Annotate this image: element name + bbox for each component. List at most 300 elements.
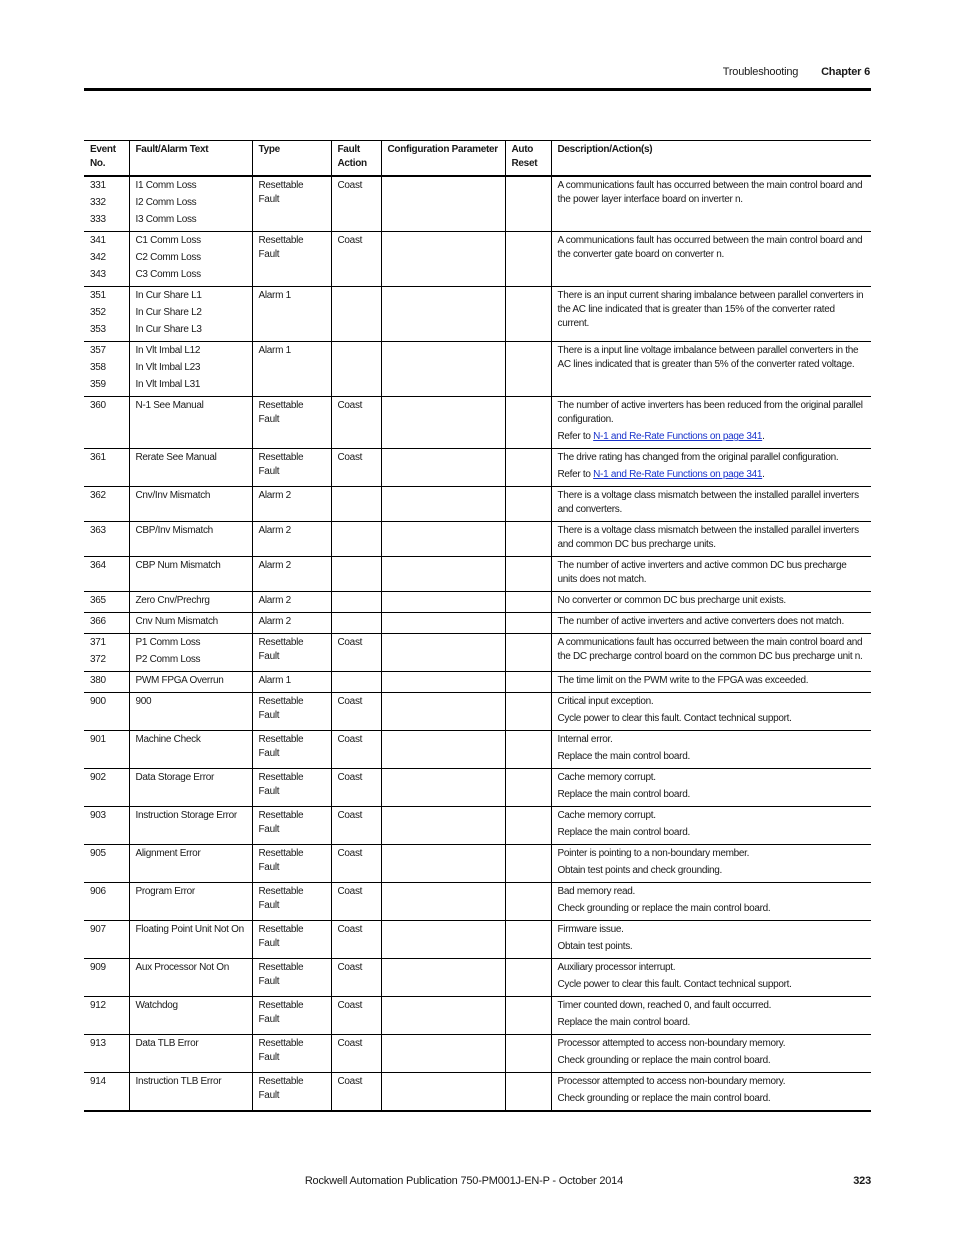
auto-reset-cell <box>505 522 551 557</box>
event-number: 351 <box>90 290 106 301</box>
fault-text: I3 Comm Loss <box>135 214 197 225</box>
description-cell <box>551 845 871 883</box>
description-cell <box>551 342 871 397</box>
table-row <box>84 634 871 672</box>
fault-text-cell <box>129 807 252 845</box>
description-line: Obtain test points and check grounding. <box>557 865 723 876</box>
event-number: 372 <box>90 654 106 665</box>
fault-text: Watchdog <box>135 1000 178 1011</box>
config-parameter-cell <box>381 613 505 634</box>
event-number: 912 <box>90 1000 106 1011</box>
event-number: 341 <box>90 235 106 246</box>
auto-reset-cell <box>505 769 551 807</box>
event-number: 906 <box>90 886 106 897</box>
event-number-cell <box>84 342 129 397</box>
event-number: 365 <box>90 595 106 606</box>
description-cell <box>551 634 871 672</box>
column-header-fault-action: Fault Action <box>331 141 381 177</box>
table-row <box>84 342 871 397</box>
description-line: Replace the main control board. <box>557 751 690 762</box>
event-number: 902 <box>90 772 106 783</box>
description-line: Bad memory read. <box>557 886 635 897</box>
event-number: 360 <box>90 400 106 411</box>
description-line: Timer counted down, reached 0, and fault occurred. <box>557 1000 772 1011</box>
description-cell <box>551 769 871 807</box>
config-parameter-cell <box>381 592 505 613</box>
fault-text: C1 Comm Loss <box>135 235 201 246</box>
table-row <box>84 807 871 845</box>
type-cell: Alarm 1 <box>252 287 331 342</box>
description-line: Critical input exception. <box>557 696 654 707</box>
type-cell: Resettable Fault <box>252 634 331 672</box>
description-line: There is a voltage class mismatch between the installed parallel inverters and converters. <box>557 490 859 515</box>
description-line: Replace the main control board. <box>557 789 690 800</box>
fault-action-cell <box>331 522 381 557</box>
fault-text-cell <box>129 883 252 921</box>
fault-text: PWM FPGA Overrun <box>135 675 224 686</box>
event-number: 913 <box>90 1038 106 1049</box>
fault-text-cell <box>129 693 252 731</box>
auto-reset-cell <box>505 557 551 592</box>
table-row <box>84 557 871 592</box>
publication-info: Rockwell Automation Publication 750-PM001J-EN-P - October 2014 <box>304 1175 623 1187</box>
description-line: Cache memory corrupt. <box>557 772 656 783</box>
auto-reset-cell <box>505 807 551 845</box>
fault-text-cell <box>129 634 252 672</box>
fault-action-cell: Coast <box>331 769 381 807</box>
event-number-cell <box>84 693 129 731</box>
fault-text-cell <box>129 959 252 997</box>
event-number-cell <box>84 883 129 921</box>
chapter-label: Chapter 6 <box>821 66 870 78</box>
fault-text: Rerate See Manual <box>135 452 217 463</box>
event-number-cell <box>84 449 129 487</box>
fault-text: In Cur Share L2 <box>135 307 202 318</box>
config-parameter-cell <box>381 449 505 487</box>
description-line: A communications fault has occurred between the main control board and the converter gate board on converter n. <box>557 235 863 260</box>
type-cell: Resettable Fault <box>252 921 331 959</box>
fault-action-cell <box>331 557 381 592</box>
page-number: 323 <box>853 1175 871 1187</box>
description-cell <box>551 1073 871 1112</box>
type-cell: Resettable Fault <box>252 731 331 769</box>
type-cell: Resettable Fault <box>252 769 331 807</box>
config-parameter-cell <box>381 232 505 287</box>
fault-text: Machine Check <box>135 734 201 745</box>
fault-text: C2 Comm Loss <box>135 252 201 263</box>
description-line: Check grounding or replace the main control board. <box>557 903 771 914</box>
fault-text: Floating Point Unit Not On <box>135 924 244 935</box>
event-number: 914 <box>90 1076 106 1087</box>
auto-reset-cell <box>505 634 551 672</box>
auto-reset-cell <box>505 693 551 731</box>
fault-text-cell <box>129 731 252 769</box>
event-number: 905 <box>90 848 106 859</box>
config-parameter-cell <box>381 397 505 449</box>
type-cell: Alarm 2 <box>252 522 331 557</box>
event-number: 909 <box>90 962 106 973</box>
table-row <box>84 959 871 997</box>
description-cell <box>551 449 871 487</box>
table-row <box>84 287 871 342</box>
reference-line <box>558 468 866 482</box>
table-row <box>84 769 871 807</box>
description-line: There is a voltage class mismatch between the installed parallel inverters and common DC bus precharge units. <box>557 525 859 550</box>
fault-text: Alignment Error <box>135 848 201 859</box>
description-line: Processor attempted to access non-boundary memory. <box>557 1076 786 1087</box>
fault-text: Zero Cnv/Prechrg <box>135 595 210 606</box>
fault-text: CBP Num Mismatch <box>135 560 221 571</box>
table-row <box>84 1073 871 1112</box>
fault-text-cell <box>129 921 252 959</box>
auto-reset-cell <box>505 1073 551 1112</box>
fault-text: Data TLB Error <box>135 1038 199 1049</box>
fault-text-cell <box>129 592 252 613</box>
fault-action-cell: Coast <box>331 997 381 1035</box>
description-line: No converter or common DC bus precharge unit exists. <box>557 595 786 606</box>
fault-text: In Vlt Imbal L31 <box>135 379 201 390</box>
type-cell: Resettable Fault <box>252 845 331 883</box>
event-number: 366 <box>90 616 106 627</box>
table-row <box>84 693 871 731</box>
table-row <box>84 731 871 769</box>
config-parameter-cell <box>381 807 505 845</box>
event-number: 371 <box>90 637 106 648</box>
fault-text-cell <box>129 557 252 592</box>
type-cell: Alarm 1 <box>252 672 331 693</box>
description-cell <box>551 731 871 769</box>
fault-text-cell <box>129 449 252 487</box>
event-number-cell <box>84 921 129 959</box>
event-number-cell <box>84 232 129 287</box>
table-row <box>84 997 871 1035</box>
auto-reset-cell <box>505 613 551 634</box>
description-cell <box>551 522 871 557</box>
config-parameter-cell <box>381 176 505 232</box>
type-cell: Resettable Fault <box>252 397 331 449</box>
auto-reset-cell <box>505 959 551 997</box>
fault-text: N-1 See Manual <box>135 400 204 411</box>
fault-text: In Cur Share L3 <box>135 324 202 335</box>
column-header-auto-reset: Auto Reset <box>505 141 551 177</box>
event-number-cell <box>84 997 129 1035</box>
fault-text-cell <box>129 1035 252 1073</box>
auto-reset-cell <box>505 176 551 232</box>
fault-action-cell: Coast <box>331 731 381 769</box>
fault-action-cell: Coast <box>331 397 381 449</box>
event-number: 352 <box>90 307 106 318</box>
description-line: Cycle power to clear this fault. Contact technical support. <box>557 979 792 990</box>
type-cell: Resettable Fault <box>252 449 331 487</box>
description-line: Replace the main control board. <box>557 1017 690 1028</box>
description-line: Obtain test points. <box>557 941 633 952</box>
event-number: 359 <box>90 379 106 390</box>
auto-reset-cell <box>505 397 551 449</box>
auto-reset-cell <box>505 731 551 769</box>
event-number: 353 <box>90 324 106 335</box>
table-row <box>84 1035 871 1073</box>
fault-text: Instruction Storage Error <box>135 810 237 821</box>
description-line: The number of active inverters has been reduced from the original parallel configuration. <box>557 400 863 425</box>
description-line: The number of active inverters and active common DC bus precharge units does not match. <box>557 560 847 585</box>
table-row <box>84 449 871 487</box>
description-line: Check grounding or replace the main control board. <box>557 1093 771 1104</box>
fault-text-cell <box>129 176 252 232</box>
fault-text: In Vlt Imbal L12 <box>135 345 201 356</box>
event-number: 361 <box>90 452 106 463</box>
fault-text-cell <box>129 487 252 522</box>
table-row <box>84 487 871 522</box>
auto-reset-cell <box>505 487 551 522</box>
type-cell: Resettable Fault <box>252 1035 331 1073</box>
fault-action-cell: Coast <box>331 1073 381 1112</box>
event-number-cell <box>84 959 129 997</box>
event-number-cell <box>84 1073 129 1112</box>
description-line: The time limit on the PWM write to the FPGA was exceeded. <box>557 675 809 686</box>
config-parameter-cell <box>381 845 505 883</box>
event-number: 342 <box>90 252 106 263</box>
auto-reset-cell <box>505 232 551 287</box>
table-header-row <box>84 141 871 177</box>
event-number-cell <box>84 731 129 769</box>
description-cell <box>551 997 871 1035</box>
event-number-cell <box>84 287 129 342</box>
fault-action-cell <box>331 613 381 634</box>
table-row <box>84 397 871 449</box>
description-line: A communications fault has occurred between the main control board and the DC precharge control board on the common DC bus precharge unit n. <box>557 637 863 662</box>
table-body <box>84 176 871 1111</box>
description-cell <box>551 1035 871 1073</box>
description-line: A communications fault has occurred between the main control board and the power layer interface board on inverter n. <box>557 180 863 205</box>
fault-text: P2 Comm Loss <box>135 654 201 665</box>
description-cell <box>551 883 871 921</box>
reference-suffix: . <box>762 431 765 442</box>
section-title: Troubleshooting <box>722 66 799 78</box>
auto-reset-cell <box>505 592 551 613</box>
fault-text-cell <box>129 997 252 1035</box>
column-header-configuration-parameter: Configuration Parameter <box>381 141 505 177</box>
fault-action-cell: Coast <box>331 807 381 845</box>
column-header-description: Description/Action(s) <box>551 141 871 177</box>
config-parameter-cell <box>381 1035 505 1073</box>
fault-action-cell: Coast <box>331 1035 381 1073</box>
description-cell <box>551 557 871 592</box>
table-row <box>84 883 871 921</box>
config-parameter-cell <box>381 769 505 807</box>
event-number: 358 <box>90 362 106 373</box>
config-parameter-cell <box>381 287 505 342</box>
table-row <box>84 176 871 232</box>
event-number-cell <box>84 557 129 592</box>
fault-text-cell <box>129 287 252 342</box>
fault-text-cell <box>129 672 252 693</box>
description-cell <box>551 287 871 342</box>
fault-text-cell <box>129 397 252 449</box>
description-cell <box>551 397 871 449</box>
event-number: 901 <box>90 734 106 745</box>
type-cell: Alarm 1 <box>252 342 331 397</box>
event-number: 343 <box>90 269 106 280</box>
column-header-type: Type <box>252 141 331 177</box>
description-cell <box>551 592 871 613</box>
table-row <box>84 232 871 287</box>
fault-action-cell: Coast <box>331 921 381 959</box>
type-cell: Resettable Fault <box>252 232 331 287</box>
fault-text: I1 Comm Loss <box>135 180 197 191</box>
table-row <box>84 613 871 634</box>
description-line: Firmware issue. <box>557 924 624 935</box>
fault-text: CBP/Inv Mismatch <box>135 525 213 536</box>
event-number-cell <box>84 397 129 449</box>
config-parameter-cell <box>381 997 505 1035</box>
event-number-cell <box>84 845 129 883</box>
config-parameter-cell <box>381 672 505 693</box>
type-cell: Resettable Fault <box>252 176 331 232</box>
type-cell: Resettable Fault <box>252 1073 331 1112</box>
fault-text: Cnv Num Mismatch <box>135 616 218 627</box>
fault-action-cell: Coast <box>331 634 381 672</box>
description-cell <box>551 613 871 634</box>
table-row <box>84 592 871 613</box>
event-number-cell <box>84 807 129 845</box>
event-number: 362 <box>90 490 106 501</box>
fault-action-cell <box>331 487 381 522</box>
table-row <box>84 522 871 557</box>
description-cell <box>551 959 871 997</box>
fault-text: P1 Comm Loss <box>135 637 201 648</box>
fault-text: Program Error <box>135 886 195 897</box>
fault-text: In Vlt Imbal L23 <box>135 362 201 373</box>
description-line: Internal error. <box>557 734 613 745</box>
reference-link[interactable]: N-1 and Re-Rate Functions on page 341 <box>593 431 763 442</box>
event-number-cell <box>84 769 129 807</box>
auto-reset-cell <box>505 997 551 1035</box>
description-line: Pointer is pointing to a non-boundary member. <box>557 848 750 859</box>
auto-reset-cell <box>505 883 551 921</box>
config-parameter-cell <box>381 693 505 731</box>
description-line: Auxiliary processor interrupt. <box>557 962 676 973</box>
reference-prefix: Refer to <box>557 469 594 480</box>
event-number-cell <box>84 672 129 693</box>
header-rule <box>84 88 871 91</box>
config-parameter-cell <box>381 959 505 997</box>
fault-text: 900 <box>135 696 152 707</box>
event-number: 907 <box>90 924 106 935</box>
fault-text: In Cur Share L1 <box>135 290 202 301</box>
fault-action-cell <box>331 342 381 397</box>
fault-text-cell <box>129 769 252 807</box>
reference-prefix: Refer to <box>557 431 594 442</box>
auto-reset-cell <box>505 342 551 397</box>
fault-text-cell <box>129 1073 252 1112</box>
table-row <box>84 921 871 959</box>
event-number-cell <box>84 487 129 522</box>
description-cell <box>551 693 871 731</box>
fault-action-cell: Coast <box>331 693 381 731</box>
config-parameter-cell <box>381 634 505 672</box>
config-parameter-cell <box>381 731 505 769</box>
description-cell <box>551 672 871 693</box>
config-parameter-cell <box>381 1073 505 1112</box>
column-header-event-no: Event No. <box>84 141 129 177</box>
config-parameter-cell <box>381 522 505 557</box>
type-cell: Resettable Fault <box>252 959 331 997</box>
event-number: 364 <box>90 560 106 571</box>
config-parameter-cell <box>381 921 505 959</box>
fault-alarm-table <box>84 140 871 1112</box>
config-parameter-cell <box>381 342 505 397</box>
fault-text-cell <box>129 342 252 397</box>
event-number: 331 <box>90 180 106 191</box>
event-number-cell <box>84 176 129 232</box>
event-number: 357 <box>90 345 106 356</box>
description-line: Replace the main control board. <box>557 827 690 838</box>
fault-action-cell: Coast <box>331 883 381 921</box>
event-number: 332 <box>90 197 106 208</box>
fault-text: Data Storage Error <box>135 772 215 783</box>
fault-text: Cnv/Inv Mismatch <box>135 490 211 501</box>
fault-text-cell <box>129 232 252 287</box>
event-number-cell <box>84 592 129 613</box>
fault-text-cell <box>129 613 252 634</box>
fault-text: C3 Comm Loss <box>135 269 201 280</box>
fault-action-cell <box>331 287 381 342</box>
description-line: Cycle power to clear this fault. Contact technical support. <box>557 713 792 724</box>
event-number: 363 <box>90 525 106 536</box>
type-cell: Alarm 2 <box>252 613 331 634</box>
event-number-cell <box>84 1035 129 1073</box>
type-cell: Alarm 2 <box>252 557 331 592</box>
type-cell: Resettable Fault <box>252 693 331 731</box>
description-cell <box>551 176 871 232</box>
auto-reset-cell <box>505 1035 551 1073</box>
description-line: Check grounding or replace the main control board. <box>557 1055 771 1066</box>
auto-reset-cell <box>505 287 551 342</box>
config-parameter-cell <box>381 883 505 921</box>
page-header <box>723 66 870 78</box>
config-parameter-cell <box>381 557 505 592</box>
type-cell: Resettable Fault <box>252 997 331 1035</box>
fault-text: Instruction TLB Error <box>135 1076 222 1087</box>
fault-action-cell: Coast <box>331 845 381 883</box>
type-cell: Alarm 2 <box>252 592 331 613</box>
table-row <box>84 672 871 693</box>
auto-reset-cell <box>505 845 551 883</box>
fault-action-cell: Coast <box>331 176 381 232</box>
description-cell <box>551 232 871 287</box>
table-row <box>84 845 871 883</box>
description-line: Cache memory corrupt. <box>557 810 656 821</box>
event-number: 333 <box>90 214 106 225</box>
type-cell: Alarm 2 <box>252 487 331 522</box>
fault-action-cell: Coast <box>331 232 381 287</box>
description-line: The number of active inverters and active converters does not match. <box>557 616 844 627</box>
event-number: 900 <box>90 696 106 707</box>
event-number: 380 <box>90 675 106 686</box>
fault-action-cell <box>331 672 381 693</box>
auto-reset-cell <box>505 921 551 959</box>
reference-link[interactable]: N-1 and Re-Rate Functions on page 341 <box>593 469 763 480</box>
event-number-cell <box>84 522 129 557</box>
fault-action-cell <box>331 592 381 613</box>
description-cell <box>551 487 871 522</box>
event-number-cell <box>84 634 129 672</box>
description-line: There is an input current sharing imbalance between parallel converters in the AC line indicated that is greater than 15% of the converter rated current. <box>557 290 864 329</box>
description-line: The drive rating has changed from the original parallel configuration. <box>557 452 839 463</box>
description-line: There is a input line voltage imbalance between parallel converters in the AC lines indicated that is greater than 5% of the converter rated voltage. <box>557 345 859 370</box>
description-cell <box>551 807 871 845</box>
auto-reset-cell <box>505 672 551 693</box>
